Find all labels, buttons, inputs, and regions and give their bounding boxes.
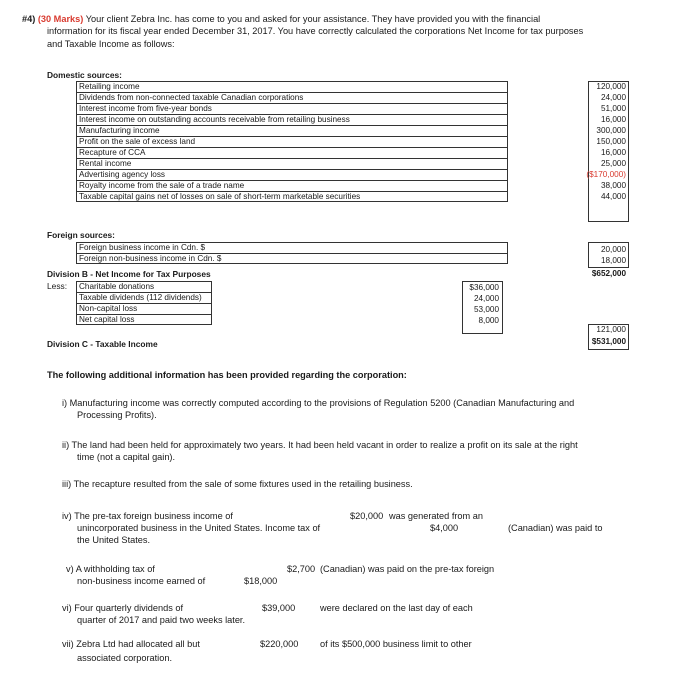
less-value: 53,000 <box>473 305 499 314</box>
table-row: Advertising agency loss <box>76 169 508 180</box>
item-vii-amount: $220,000 <box>260 639 299 649</box>
less-value: $36,000 <box>469 283 499 292</box>
less-value: 24,000 <box>473 294 499 303</box>
less-label: Less: <box>47 281 68 291</box>
table-row: Foreign business income in Cdn. $ <box>76 242 508 253</box>
row-value: 16,000 <box>600 148 626 157</box>
table-row: Interest income from five-year bonds <box>76 103 508 114</box>
item-iv-b: was generated from an <box>389 511 483 521</box>
item-iv-e: the United States. <box>77 535 151 545</box>
item-iv-a: iv) The pre-tax foreign business income of <box>62 511 233 521</box>
table-row: Profit on the sale of excess land <box>76 136 508 147</box>
row-value: 20,000 <box>600 245 626 254</box>
domestic-sources-header: Domestic sources: <box>47 70 122 80</box>
item-iv-amount1: $20,000 <box>350 511 384 521</box>
item-iv-c: unincorporated business in the United States. Income tax of <box>77 523 321 533</box>
row-value: 51,000 <box>600 104 626 113</box>
additional-info-heading: The following additional information has been provided regarding the corporation: <box>47 370 407 380</box>
table-row: Taxable capital gains net of losses on sale of short-term marketable securities <box>76 191 508 202</box>
item-vii-b: of its $500,000 business limit to other <box>320 639 472 649</box>
intro-text: Your client Zebra Inc. has come to you and asked for your assistance. They have provided you with the financial <box>85 14 541 24</box>
table-row: Foreign non-business income in Cdn. $ <box>76 253 508 264</box>
table-row: Manufacturing income <box>76 125 508 136</box>
less-total: 121,000 <box>596 325 626 334</box>
foreign-sources-header: Foreign sources: <box>47 230 115 240</box>
item-v-amount2: $18,000 <box>244 576 278 586</box>
item-ii-line2: time (not a capital gain). <box>77 452 176 462</box>
table-row: Charitable donations <box>76 281 212 292</box>
row-value: 120,000 <box>596 82 626 91</box>
division-c-label: Division C - Taxable Income <box>47 339 158 349</box>
row-value: 300,000 <box>596 126 626 135</box>
row-value: 24,000 <box>600 93 626 102</box>
item-v-amount1: $2,700 <box>287 564 316 574</box>
row-value: 150,000 <box>596 137 626 146</box>
item-vii-a: vii) Zebra Ltd had allocated all but <box>62 639 200 649</box>
table-row: Non-capital loss <box>76 303 212 314</box>
item-vi-amount: $39,000 <box>262 603 296 613</box>
item-i-line2: Processing Profits). <box>77 410 157 420</box>
table-row: Rental income <box>76 158 508 169</box>
item-vii-c: associated corporation. <box>77 653 172 663</box>
table-row: Taxable dividends (112 dividends) <box>76 292 212 303</box>
item-v-c: non-business income earned of <box>77 576 206 586</box>
item-iv-amount2: $4,000 <box>430 523 459 533</box>
item-vi-b: were declared on the last day of each <box>320 603 473 613</box>
question-intro-line2: information for its fiscal year ended December 31, 2017. You have correctly calculated the corporations Net Income for tax purposes <box>47 26 584 36</box>
division-b-value: $652,000 <box>591 269 626 278</box>
item-vi-a: vi) Four quarterly dividends of <box>62 603 184 613</box>
division-b-label: Division B - Net Income for Tax Purposes <box>47 269 211 279</box>
item-iii-line1: iii) The recapture resulted from the sale of some fixtures used in the retailing business. <box>62 479 413 489</box>
row-value: 18,000 <box>600 256 626 265</box>
item-v-b: (Canadian) was paid on the pre-tax foreign <box>320 564 495 574</box>
table-row: Retailing income <box>76 81 508 92</box>
item-vi-c: quarter of 2017 and paid two weeks later. <box>77 615 246 625</box>
row-value: 16,000 <box>600 115 626 124</box>
row-value-negative: ($170,000) <box>586 170 626 179</box>
table-row: Interest income on outstanding accounts receivable from retailing business <box>76 114 508 125</box>
item-i-line1: i) Manufacturing income was correctly computed according to the provisions of Regulation 5200 (Canadian Manufacturing and <box>62 398 575 408</box>
row-value: 44,000 <box>600 192 626 201</box>
row-value: 25,000 <box>600 159 626 168</box>
question-number: #4) <box>22 14 36 24</box>
table-row: Net capital loss <box>76 314 212 325</box>
item-iv-d: (Canadian) was paid to <box>508 523 603 533</box>
less-value: 8,000 <box>478 316 499 325</box>
question-intro-line3: and Taxable Income as follows: <box>47 39 175 49</box>
table-row: Royalty income from the sale of a trade name <box>76 180 508 191</box>
item-v-a: v) A withholding tax of <box>66 564 155 574</box>
question-marks: (30 Marks) <box>37 14 84 24</box>
table-row: Recapture of CCA <box>76 147 508 158</box>
table-row: Dividends from non-connected taxable Canadian corporations <box>76 92 508 103</box>
question-intro-line1 <box>22 13 540 25</box>
row-value: 38,000 <box>600 181 626 190</box>
division-c-value: $531,000 <box>591 337 626 346</box>
item-ii-line1: ii) The land had been held for approximately two years. It had been held vacant in order to realize a profit on its sale at the right <box>62 440 578 450</box>
